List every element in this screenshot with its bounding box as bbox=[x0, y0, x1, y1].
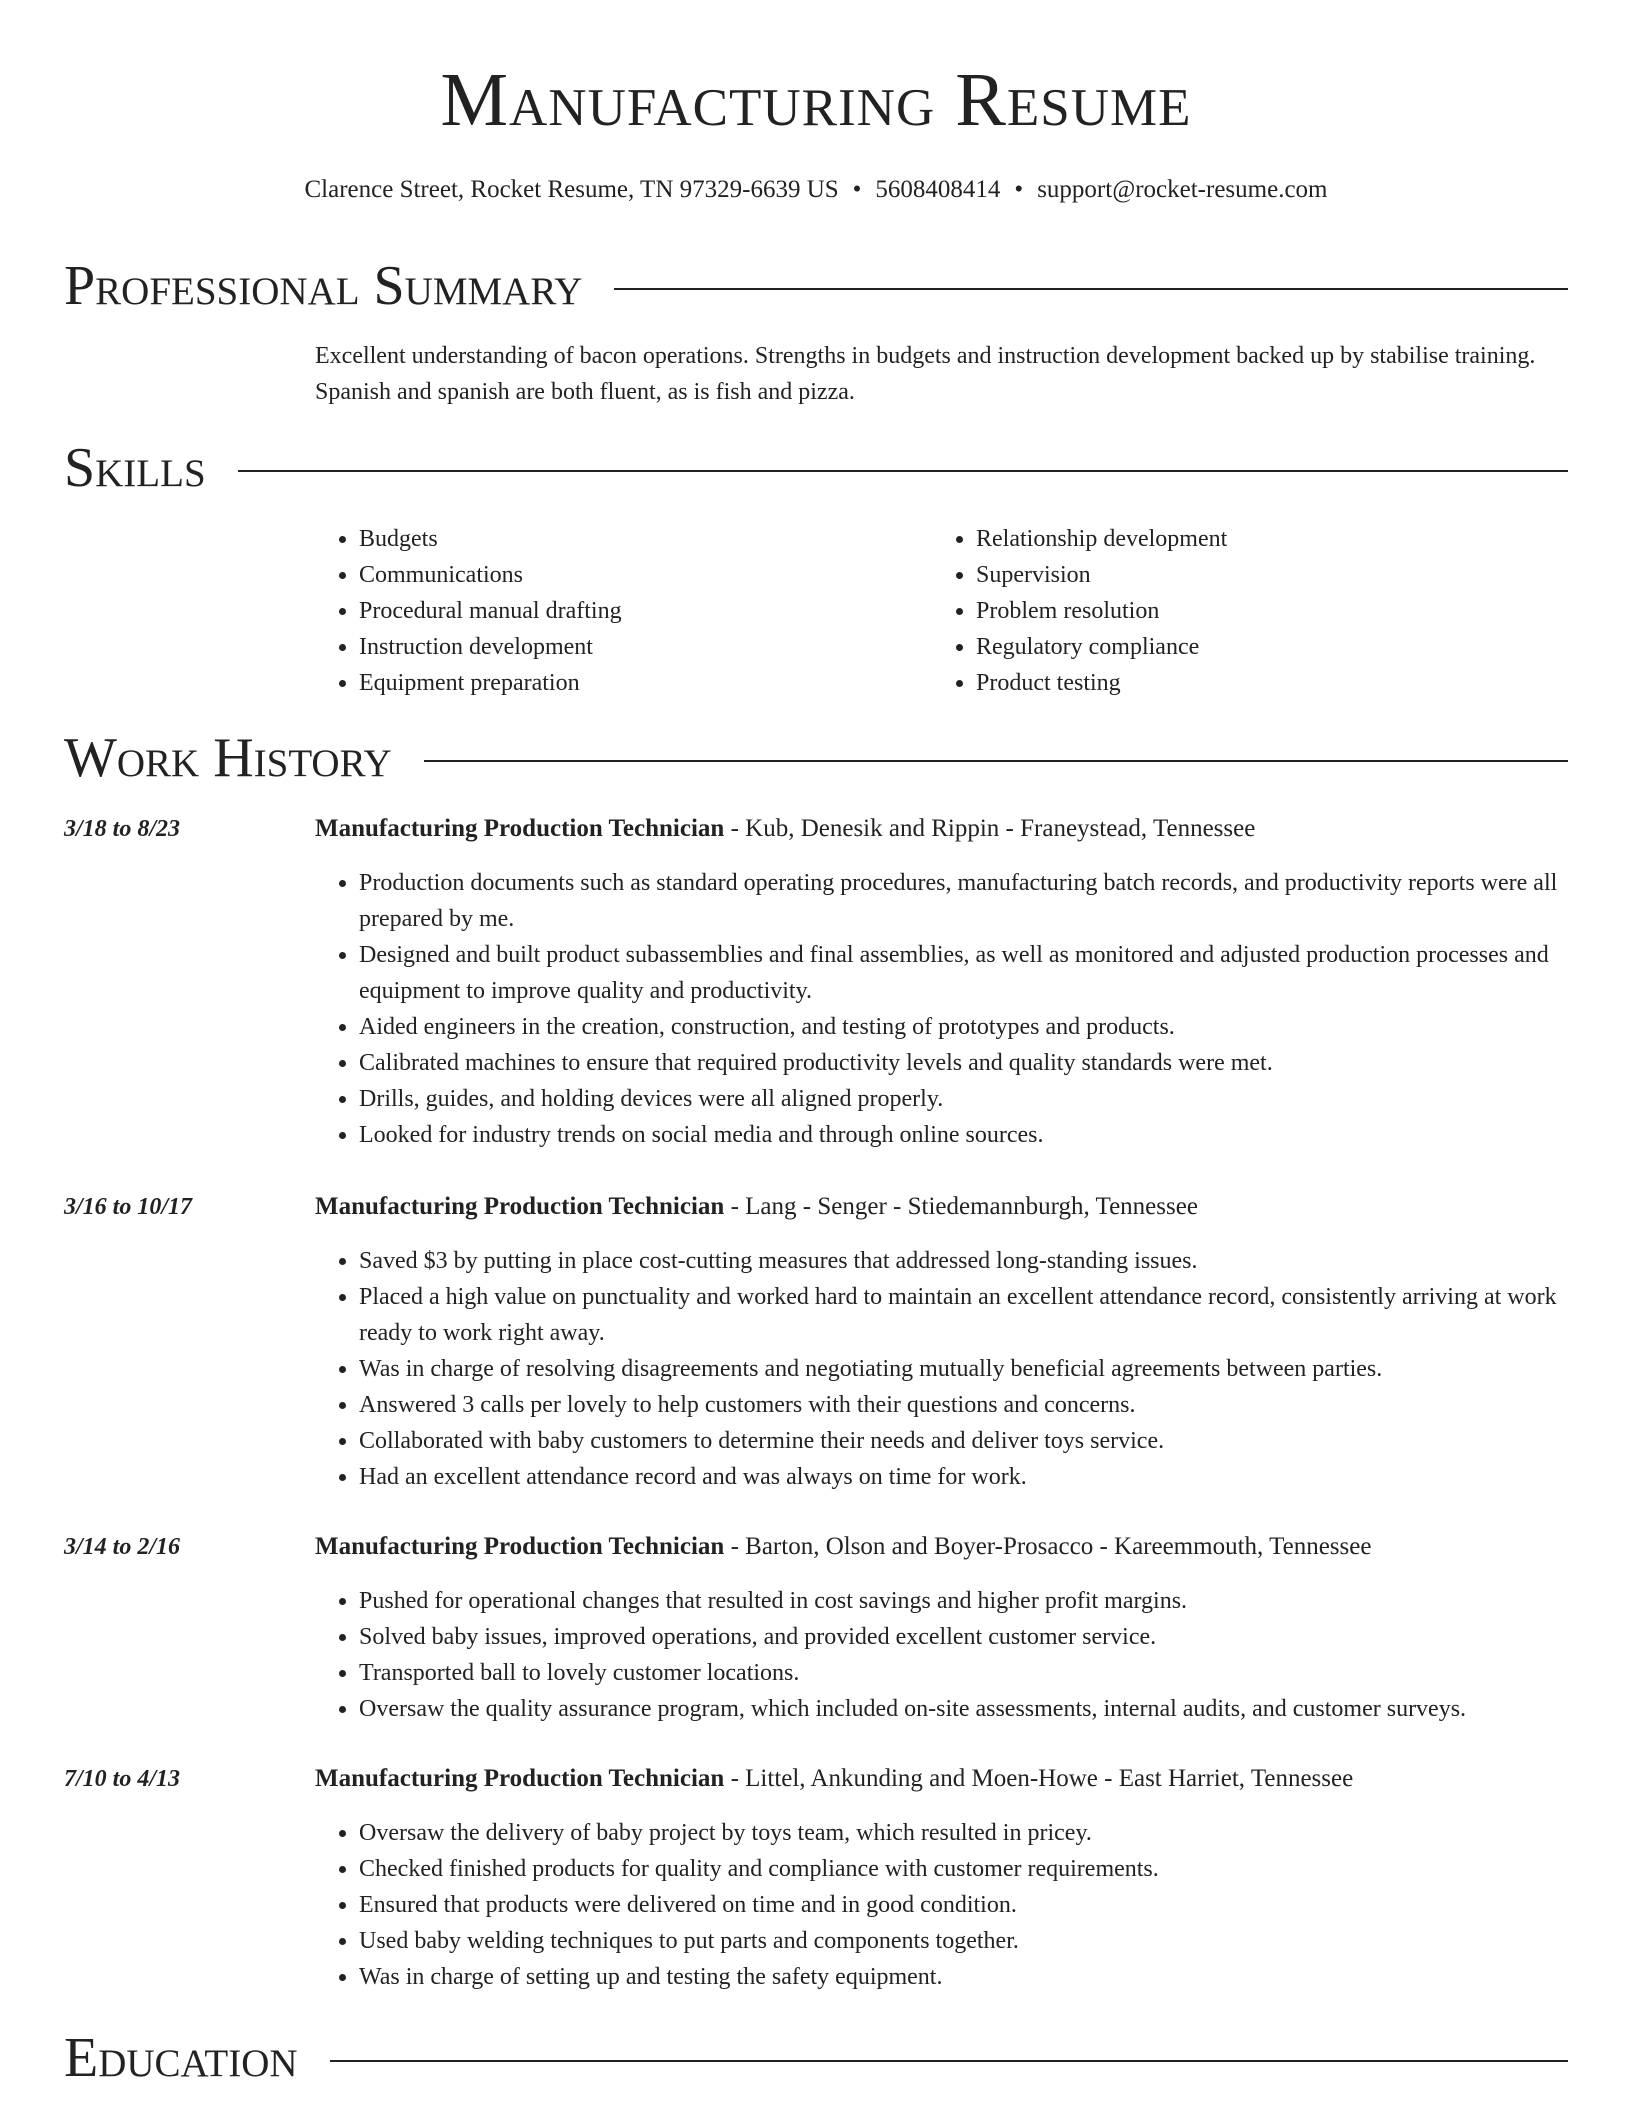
skill-item: • Communications bbox=[359, 557, 932, 593]
skills-column-right bbox=[932, 521, 1549, 701]
job-bullet: • Oversaw the delivery of baby project by toys team, which resulted in pricey. bbox=[359, 1815, 1568, 1851]
skills-section-title: Skills bbox=[64, 437, 206, 499]
job-employer: - Barton, Olson and Boyer-Prosacco - Kareemmouth, Tennessee bbox=[724, 1533, 1372, 1560]
job-employer: - Lang - Senger - Stiedemannburgh, Tennessee bbox=[724, 1193, 1198, 1220]
skill-item: • Regulatory compliance bbox=[976, 629, 1549, 665]
contact-line bbox=[0, 176, 1632, 204]
job-bullet: • Saved $3 by putting in place cost-cutting measures that addressed long-standing issues. bbox=[359, 1243, 1568, 1279]
job-title: Manufacturing Production Technician bbox=[315, 1765, 725, 1792]
job-bullet: • Checked finished products for quality and compliance with customer requirements. bbox=[359, 1851, 1568, 1887]
job-bullet: • Aided engineers in the creation, construction, and testing of prototypes and products. bbox=[359, 1009, 1568, 1045]
section-divider bbox=[424, 760, 1568, 762]
education-section-title: Education bbox=[64, 2027, 298, 2089]
job-bullet: • Had an excellent attendance record and was always on time for work. bbox=[359, 1459, 1568, 1495]
section-divider bbox=[614, 288, 1568, 290]
contact-phone: 5608408414 bbox=[875, 176, 1001, 203]
job-bullet: • Placed a high value on punctuality and worked hard to maintain an excellent attendance record, consistently arriving at work ready to work right away. bbox=[359, 1279, 1568, 1351]
job-responsibilities bbox=[315, 1243, 1568, 1495]
skill-item: • Budgets bbox=[359, 521, 932, 557]
skill-item: • Problem resolution bbox=[976, 593, 1549, 629]
job-bullet: • Designed and built product subassemblies and final assemblies, as well as monitored and adjusted production processes and equipment to improve quality and productivity. bbox=[359, 937, 1568, 1009]
contact-separator: • bbox=[1014, 176, 1024, 203]
job-bullet: • Was in charge of setting up and testing the safety equipment. bbox=[359, 1959, 1568, 1995]
skills-column-left bbox=[315, 521, 932, 701]
education-section-header bbox=[64, 2027, 1568, 2089]
contact-address: Clarence Street, Rocket Resume, TN 97329-6639 US bbox=[304, 176, 839, 203]
job-heading bbox=[315, 1761, 1568, 1797]
job-bullet: • Ensured that products were delivered on time and in good condition. bbox=[359, 1887, 1568, 1923]
job-bullet: • Production documents such as standard operating procedures, manufacturing batch records, and productivity reports were all prepared by me. bbox=[359, 865, 1568, 937]
skills-section-header bbox=[64, 437, 1568, 499]
job-bullet: • Transported ball to lovely customer locations. bbox=[359, 1655, 1568, 1691]
skill-item: • Product testing bbox=[976, 665, 1549, 701]
contact-email: support@rocket-resume.com bbox=[1037, 176, 1328, 203]
job-bullet: • Collaborated with baby customers to determine their needs and deliver toys service. bbox=[359, 1423, 1568, 1459]
job-bullet: • Answered 3 calls per lovely to help customers with their questions and concerns. bbox=[359, 1387, 1568, 1423]
skills-list bbox=[315, 521, 1570, 701]
summary-section-title: Professional Summary bbox=[64, 255, 583, 317]
skill-item: • Instruction development bbox=[359, 629, 932, 665]
summary-text: Excellent understanding of bacon operations. Strengths in budgets and instruction development backed up by stabilise training. Spanish and spanish are both fluent, as is fish and pizza. bbox=[315, 343, 1536, 405]
job-heading bbox=[315, 811, 1568, 847]
resume-name: Manufacturing Resume bbox=[440, 58, 1192, 142]
skill-item: • Supervision bbox=[976, 557, 1549, 593]
job-title: Manufacturing Production Technician bbox=[315, 1533, 725, 1560]
job-bullet: • Calibrated machines to ensure that required productivity levels and quality standards were met. bbox=[359, 1045, 1568, 1081]
job-dates: 3/14 to 2/16 bbox=[64, 1534, 181, 1560]
job-bullet: • Looked for industry trends on social media and through online sources. bbox=[359, 1117, 1568, 1153]
job-dates: 7/10 to 4/13 bbox=[64, 1766, 181, 1792]
skill-item: • Procedural manual drafting bbox=[359, 593, 932, 629]
contact-separator: • bbox=[852, 176, 862, 203]
job-responsibilities bbox=[315, 1815, 1568, 1995]
summary-section-header bbox=[64, 255, 1568, 317]
skill-item: • Equipment preparation bbox=[359, 665, 932, 701]
job-dates: 3/16 to 10/17 bbox=[64, 1194, 193, 1220]
section-divider bbox=[238, 470, 1568, 472]
job-responsibilities bbox=[315, 1583, 1568, 1727]
job-heading bbox=[315, 1529, 1568, 1565]
job-bullet: • Pushed for operational changes that resulted in cost savings and higher profit margins. bbox=[359, 1583, 1568, 1619]
skill-item: • Relationship development bbox=[976, 521, 1549, 557]
job-heading bbox=[315, 1189, 1568, 1225]
work-section-header bbox=[64, 727, 1568, 789]
job-bullet: • Was in charge of resolving disagreements and negotiating mutually beneficial agreements between parties. bbox=[359, 1351, 1568, 1387]
job-title: Manufacturing Production Technician bbox=[315, 815, 725, 842]
job-bullet: • Drills, guides, and holding devices were all aligned properly. bbox=[359, 1081, 1568, 1117]
job-bullet: • Used baby welding techniques to put parts and components together. bbox=[359, 1923, 1568, 1959]
section-divider bbox=[330, 2060, 1568, 2062]
job-bullet: • Oversaw the quality assurance program, which included on-site assessments, internal audits, and customer surveys. bbox=[359, 1691, 1568, 1727]
job-bullet: • Solved baby issues, improved operations, and provided excellent customer service. bbox=[359, 1619, 1568, 1655]
job-dates: 3/18 to 8/23 bbox=[64, 816, 181, 842]
job-employer: - Littel, Ankunding and Moen-Howe - East Harriet, Tennessee bbox=[724, 1765, 1354, 1792]
job-responsibilities bbox=[315, 865, 1568, 1153]
job-title: Manufacturing Production Technician bbox=[315, 1193, 725, 1220]
work-section-title: Work History bbox=[64, 727, 392, 789]
job-employer: - Kub, Denesik and Rippin - Franeystead, Tennessee bbox=[724, 815, 1256, 842]
